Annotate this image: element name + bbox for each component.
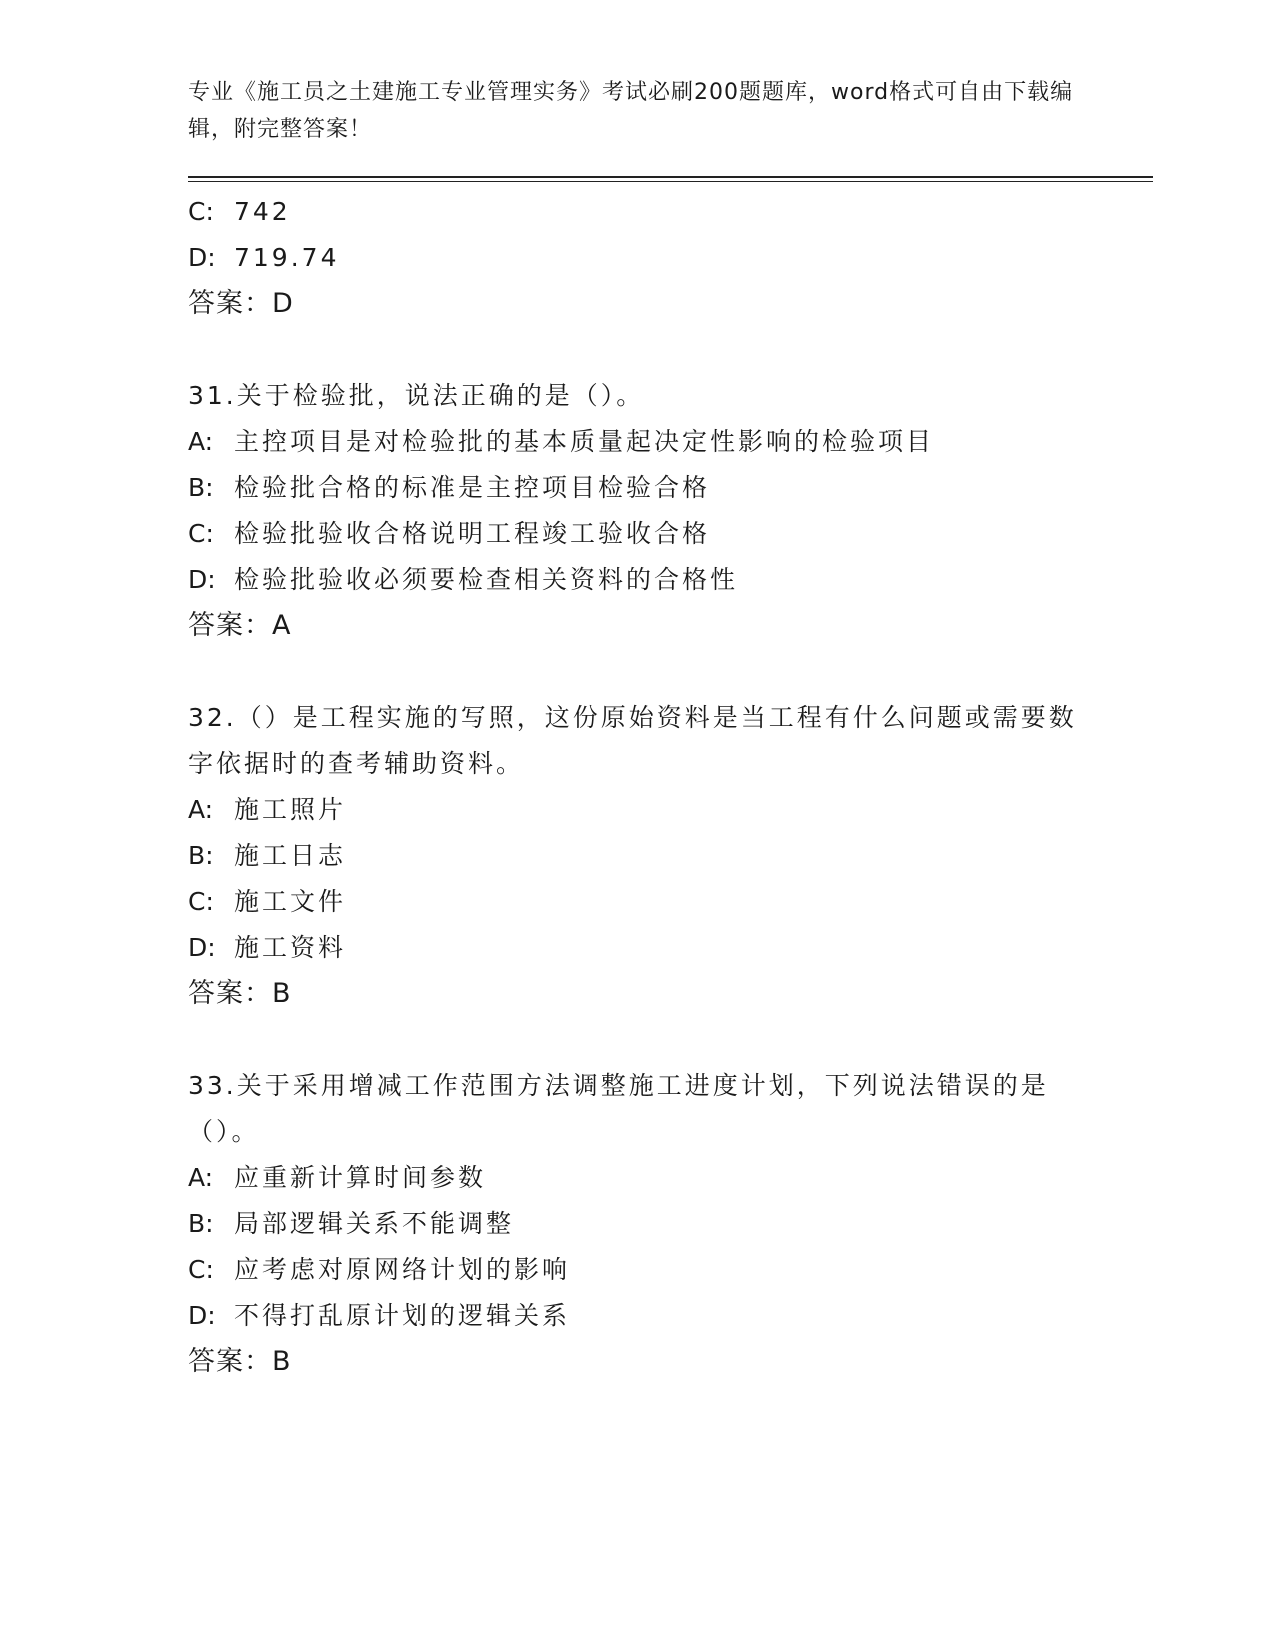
option-a — [188, 419, 1088, 465]
option-text: 应重新计算时间参数 — [234, 1163, 487, 1192]
option-c — [188, 189, 1088, 235]
answer-line: 答案：B — [188, 1346, 292, 1377]
option-text: 施工文件 — [234, 887, 347, 916]
option-c — [188, 879, 1088, 925]
question-stem-31: 31.关于检验批，说法正确的是（）。 — [188, 381, 645, 410]
option-label: A: — [188, 427, 214, 456]
option-b — [188, 833, 1088, 879]
document-header: 专业《施工员之土建施工专业管理实务》考试必刷200题题库，word格式可自由下载编辑，附完整答案！ — [188, 80, 1074, 142]
option-text: 检验批合格的标准是主控项目检验合格 — [234, 473, 711, 502]
answer-line: 答案：A — [188, 610, 292, 641]
option-label: D: — [188, 243, 216, 272]
question-stem-32: 32.（）是工程实施的写照，这份原始资料是当工程有什么问题或需要数字依据时的查考辅助资料。 — [188, 703, 1077, 778]
option-text: 检验批验收合格说明工程竣工验收合格 — [234, 519, 711, 548]
option-label: D: — [188, 1301, 216, 1330]
spacer — [188, 649, 1088, 695]
option-label: C: — [188, 197, 214, 226]
option-d — [188, 1293, 1088, 1339]
option-d — [188, 557, 1088, 603]
option-c — [188, 511, 1088, 557]
option-label: C: — [188, 519, 214, 548]
header-rule-thin — [188, 181, 1153, 182]
option-text: 应考虑对原网络计划的影响 — [234, 1255, 571, 1284]
option-label: A: — [188, 795, 214, 824]
option-label: B: — [188, 841, 214, 870]
option-text: 局部逻辑关系不能调整 — [234, 1209, 515, 1238]
option-text: 742 — [234, 197, 291, 226]
spacer — [188, 1017, 1088, 1063]
option-label: D: — [188, 933, 216, 962]
option-label: C: — [188, 887, 214, 916]
option-d — [188, 235, 1088, 281]
option-label: D: — [188, 565, 216, 594]
option-text: 检验批验收必须要检查相关资料的合格性 — [234, 565, 739, 594]
option-text: 不得打乱原计划的逻辑关系 — [234, 1301, 571, 1330]
option-text: 施工日志 — [234, 841, 347, 870]
option-c — [188, 1247, 1088, 1293]
option-label: B: — [188, 473, 214, 502]
option-text: 主控项目是对检验批的基本质量起决定性影响的检验项目 — [234, 427, 935, 456]
header-rule-thick — [188, 176, 1153, 178]
question-stem-33: 33.关于采用增减工作范围方法调整施工进度计划，下列说法错误的是（）。 — [188, 1071, 1049, 1146]
option-label: B: — [188, 1209, 214, 1238]
spacer — [188, 327, 1088, 373]
question-content — [188, 189, 1088, 1385]
option-text: 施工资料 — [234, 933, 347, 962]
answer-line: 答案：B — [188, 978, 292, 1009]
option-a — [188, 1155, 1088, 1201]
option-d — [188, 925, 1088, 971]
option-label: A: — [188, 1163, 214, 1192]
option-text: 施工照片 — [234, 795, 347, 824]
option-label: C: — [188, 1255, 214, 1284]
option-b — [188, 465, 1088, 511]
option-text: 719.74 — [234, 243, 340, 272]
option-a — [188, 787, 1088, 833]
answer-line: 答案：D — [188, 288, 294, 319]
option-b — [188, 1201, 1088, 1247]
